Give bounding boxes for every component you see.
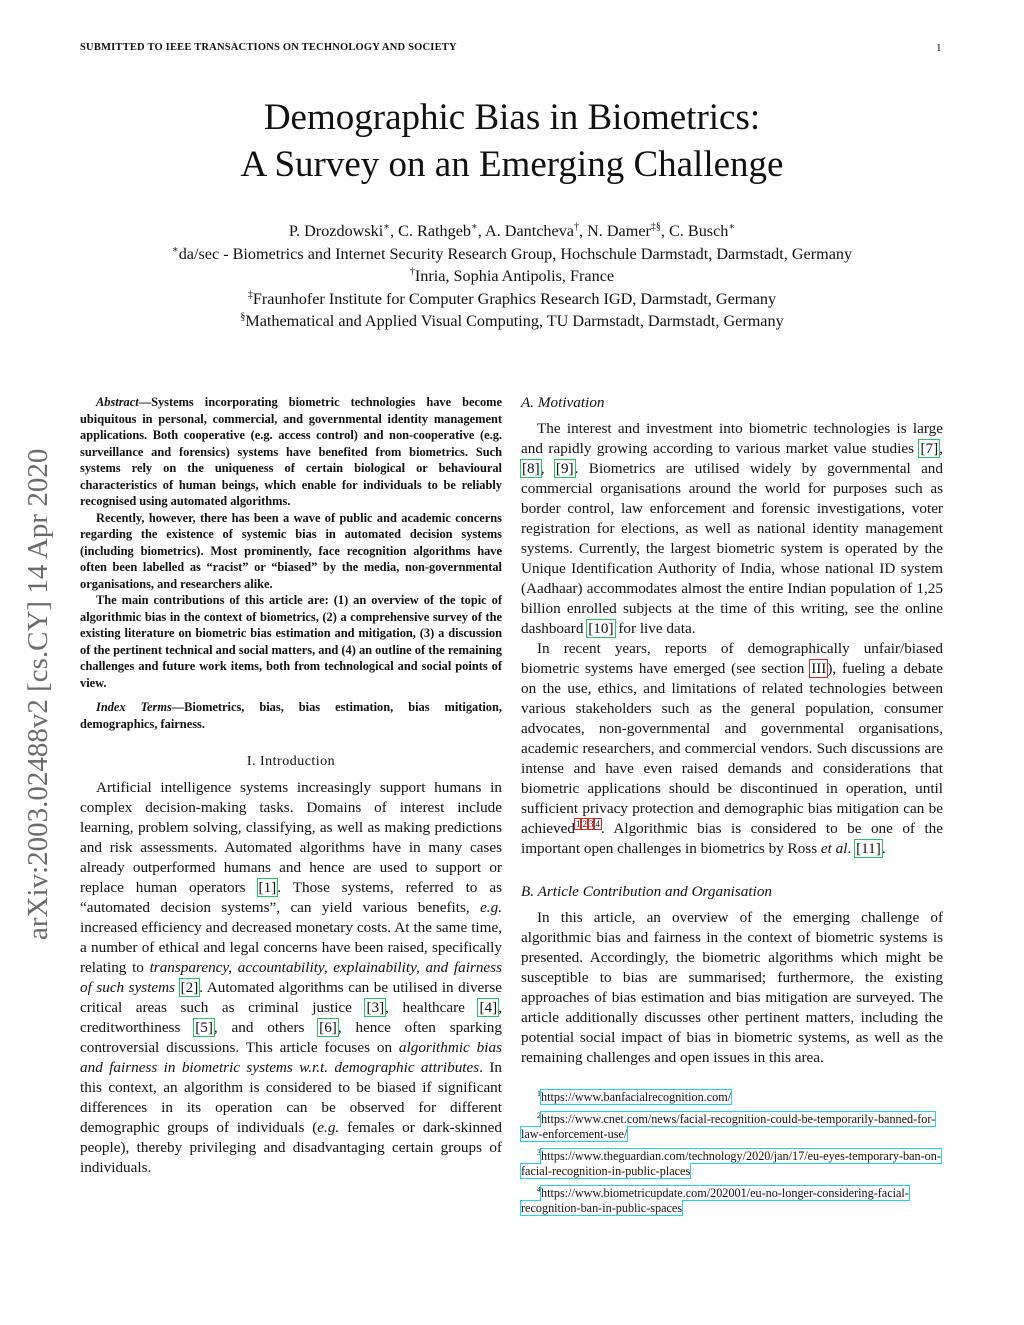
footnote-link[interactable]: 4 [595,818,600,829]
index-terms-text: —Biometrics, bias, bias estimation, bias mitigation, demographics, fairness. [80,700,502,731]
subsection-heading-contribution: B. Article Contribution and Organisation [521,883,773,900]
citation-link[interactable]: [4] [479,999,498,1016]
arxiv-stamp: arXiv:2003.02488v2 [cs.CY] 14 Apr 2020 [22,448,54,940]
footnote [521,1145,943,1180]
contribution-text [521,908,943,1068]
title-line-2: A Survey on an Emerging Challenge [240,144,784,185]
footnote-number: 2 [537,1110,541,1120]
title-line-1: Demographic Bias in Biometrics: [263,97,761,138]
footnote-link[interactable]: 1 [575,818,581,829]
affiliation-mark: ∗ [728,221,736,233]
page-number: 1 [936,42,942,54]
right-column [521,394,943,1219]
author-block [0,220,1024,333]
author-list: P. Drozdowski∗, C. Rathgeb∗, A. Dantcheva†, N. Damer‡§, C. Busch∗ [288,221,736,240]
author-name: C. Rathgeb [398,222,471,240]
citation-link[interactable]: [8] [522,460,540,477]
abstract-text: —Systems incorporating biometric technologies have become ubiquitous in personal, commercial, and governmental identity management applications. Both cooperative (e.g. access control) and non-cooperative (e.g. surveillance and forensics) systems have benefited from biometrics. Such systems rely on the uniqueness of certain biological or behavioural characteristics of human beings, which enable for individuals to be reliably recognised using automated algorithms. [80,395,502,508]
left-column [80,394,502,1178]
index-terms-label: Index Terms [96,700,172,714]
affiliation [0,310,1024,333]
affiliation-mark: ‡§ [650,221,661,233]
footnote [521,1108,943,1143]
affiliation [0,265,1024,288]
section-link[interactable]: III [811,660,827,677]
introduction-text [80,778,502,1178]
affiliation-mark: ‡ [247,289,253,301]
footnote [521,1182,943,1217]
footnotes [521,1086,943,1217]
author-name: C. Busch [669,222,729,240]
abstract-label: Abstract [96,395,139,409]
footnote-number: 3 [537,1147,541,1157]
affiliation-mark: § [240,311,246,323]
citation-link[interactable]: [5] [195,1019,213,1036]
index-terms [80,699,502,732]
abstract-paragraph: Recently, however, there has been a wave of public and academic concerns regarding the existence of systemic bias in automated decision systems (including biometrics). Most prominently, face recognition algorithms have often been labelled as “racist” or “biased” by the media, non-governmental organisations, and researchers alike. [80,510,502,591]
subsection-heading-motivation: A. Motivation [521,394,605,411]
footnote-url-link[interactable]: https://www.banfacialrecognition.com/ [541,1090,732,1105]
paper-title [0,94,1024,188]
affiliation-mark: † [409,266,415,278]
footnote-link[interactable]: 2 [582,818,587,829]
body-paragraph: In this article, an overview of the emerging challenge of algorithmic bias and fairness in the context of biometric systems is presented. Accordingly, the biometric algorithms which might be susceptible to bias are summarised; furthermore, the existing approaches of bias estimation and bias mitigation are surveyed. The article additionally discusses other pertinent matters, including the potential social impact of bias in biometric systems, as well as the remaining challenges and open issues in this area. [521,909,943,1066]
running-header: SUBMITTED TO IEEE TRANSACTIONS ON TECHNOLOGY AND SOCIETY [80,42,457,53]
affiliation-text: Mathematical and Applied Visual Computing, TU Darmstadt, Darmstadt, Germany [245,312,784,330]
citation-link[interactable]: [6] [319,1019,337,1036]
affiliation-text: Inria, Sophia Antipolis, France [414,267,615,285]
footnote-url-link[interactable]: https://www.cnet.com/news/facial-recognition-could-be-temporarily-banned-for-law-enforcement-use/ [521,1111,936,1142]
affiliation [0,243,1024,266]
citation-link[interactable]: [1] [258,879,277,896]
body-paragraph: Artificial intelligence systems increasingly support humans in complex decision-making tasks. Domains of interest include learning, problem solving, classifying, as well as making predictions and risk assessments. Automated algorithms have in many cases already outperformed humans and hence are used to support or replace human operators [1]. Those systems, referred to as “automated decision systems”, can yield various benefits, e.g. increased efficiency and decreased monetary costs. At the same time, a number of ethical and legal concerns have been raised, specifically relating to transparency, accountability, explainability, and fairness of such systems [2]. Automated algorithms can be utilised in diverse critical areas such as criminal justice [3], healthcare [4], creditworthiness [5], and others [6], hence often sparking controversial discussions. This article focuses on algorithmic bias and fairness in biometric systems w.r.t. demographic attributes. In this context, an algorithm is considered to be biased if significant differences in its operation can be observed for different demographic groups of individuals (e.g. females or dark-skinned people), thereby privileging and disadvantaging certain groups of individuals. [80,779,503,1176]
footnote-number: 1 [537,1089,541,1098]
author-name: P. Drozdowski [288,222,384,240]
footnote-number: 4 [537,1184,541,1194]
author-name: N. Damer [587,222,651,240]
section-heading-introduction: I. Introduction [246,754,336,769]
footnote-url-link[interactable]: https://www.biometricupdate.com/202001/eu-no-longer-considering-facial-recognition-ban-in-public-spaces [521,1185,909,1216]
affiliation-text: Fraunhofer Institute for Computer Graphics Research IGD, Darmstadt, Germany [252,289,777,308]
affiliation-mark: ∗ [171,244,179,256]
abstract-paragraph [80,394,502,510]
footnote-link[interactable]: 3 [588,818,594,829]
body-paragraph: In recent years, reports of demographically unfair/biased biometric systems have emerged (see section III), fueling a debate on the use, ethics, and limitations of related technologies between various stakeholders such as the general population, consumer advocates, non-governmental and governmental organisations, academic researchers, and commercial vendors. Such discussions are intense and have even raised demands and considerations that biometric applications should be discontinued in operation, until sufficient privacy protection and demographic bias mitigation can be achieved$^1$ $^2$ $^3$ $^4$. Algorithmic bias is considered to be one of the important open challenges in biometrics by Ross et al. [11]. [521,640,943,857]
abstract [80,394,502,732]
affiliation-mark: ∗ [470,221,478,233]
affiliation-mark: † [573,221,579,233]
abstract-paragraph: The main contributions of this article are: (1) an overview of the topic of algorithmic bias in the context of biometrics, (2) a comprehensive survey of the existing literature on biometric bias estimation and mitigation, (3) a discussion of the pertinent technical and social matters, and (4) an outline of the remaining challenges and future work items, both from technological and social points of view. [80,593,502,690]
footnote [521,1086,943,1106]
citation-link[interactable]: [2] [180,979,199,996]
author-name: A. Dantcheva [484,222,574,240]
citation-link[interactable]: [7] [920,440,939,457]
citation-link[interactable]: [10] [588,620,614,637]
affiliation-mark: ∗ [383,221,391,233]
citation-link[interactable]: [9] [555,460,574,477]
citation-link[interactable]: [3] [366,999,385,1016]
affiliation [0,288,1024,311]
citation-link[interactable]: [11] [856,840,881,857]
footnote-url-link[interactable]: https://www.theguardian.com/technology/2020/jan/17/eu-eyes-temporary-ban-on-facial-recognition-in-public-places [521,1148,941,1179]
body-paragraph: The interest and investment into biometric technologies is large and rapidly growing according to various market value studies [7], [8], [9]. Biometrics are utilised widely by governmental and commercial organisations around the world for purposes such as border control, law enforcement and forensic investigations, voter registration for elections, as well as national identity management systems. Currently, the largest biometric system is operated by the Unique Identification Authority of India, whose national ID system (Aadhaar) accommodates almost the entire Indian population of 1,25 billion enrolled subjects at the time of this writing, see the online dashboard [10] for live data. [521,420,943,637]
affiliation-text: da/sec - Biometrics and Internet Security Research Group, Hochschule Darmstadt, Darmstadt, Germany [178,244,853,263]
motivation-text [521,419,943,859]
